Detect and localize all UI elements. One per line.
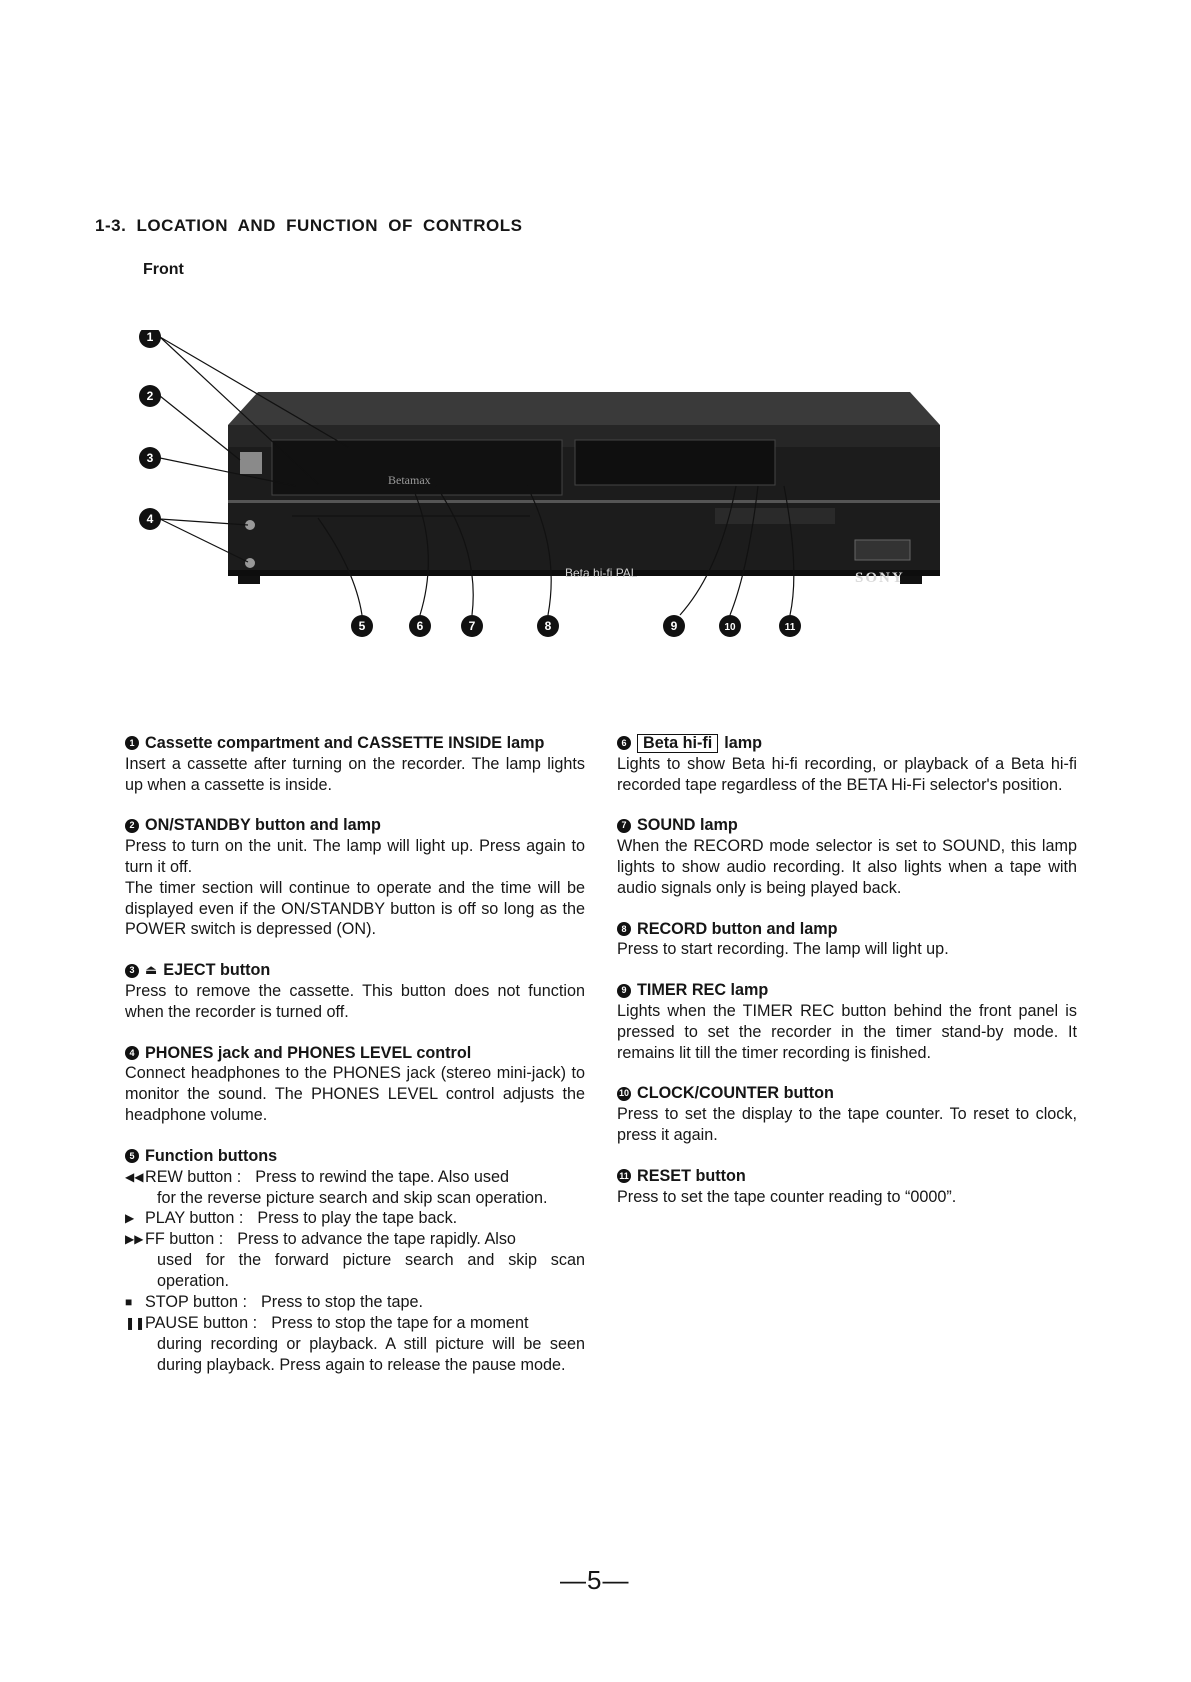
item-description: Insert a cassette after turning on the recorder. The lamp lights up when a cassette is inside. bbox=[125, 754, 585, 794]
rewind-icon: ◀◀ bbox=[125, 1169, 144, 1184]
on-standby-button bbox=[240, 452, 262, 474]
item-description: Connect headphones to the PHONES jack (stereo mini-jack) to monitor the sound. The PHONES LEVEL control adjusts the headphone volume. bbox=[125, 1064, 585, 1124]
beta-hifi-box: Beta hi-fi bbox=[637, 734, 718, 753]
svg-text:4: 4 bbox=[146, 512, 154, 526]
svg-text:9: 9 bbox=[670, 619, 678, 633]
svg-text:5: 5 bbox=[358, 619, 366, 633]
callout-9 bbox=[663, 615, 685, 637]
item-number-badge: 10 bbox=[617, 1087, 631, 1101]
item-description: Press to turn on the unit. The lamp will light up. Press again to turn it off. bbox=[125, 837, 585, 876]
left-column bbox=[125, 733, 585, 1396]
svg-text:3: 3 bbox=[146, 451, 154, 465]
callout-6 bbox=[409, 615, 431, 637]
function-button-ff bbox=[125, 1229, 585, 1292]
item-title: Function buttons bbox=[145, 1146, 278, 1165]
svg-text:10: 10 bbox=[724, 622, 736, 633]
function-label: STOP button : bbox=[145, 1292, 247, 1311]
function-button-pause bbox=[125, 1313, 585, 1376]
item-description: Lights to show Beta hi-fi recording, or playback of a Beta hi-fi recorded tape regardless of the BETA Hi-Fi selector's position. bbox=[617, 754, 1077, 794]
item-description: Press to start recording. The lamp will light up. bbox=[617, 940, 949, 959]
callout-1 bbox=[139, 330, 161, 348]
item-number-badge: 11 bbox=[617, 1169, 631, 1183]
front-subheading: Front bbox=[143, 261, 184, 278]
item-4 bbox=[125, 1043, 585, 1126]
item-number-badge: 9 bbox=[617, 984, 631, 998]
vcr-top-panel bbox=[228, 392, 940, 425]
item-11 bbox=[617, 1166, 1077, 1208]
function-label: PLAY button : bbox=[145, 1209, 244, 1228]
pause-icon: ❚❚ bbox=[125, 1315, 146, 1330]
item-3 bbox=[125, 960, 585, 1022]
item-number-badge: 5 bbox=[125, 1149, 139, 1163]
item-description: Press to set the tape counter reading to “0000”. bbox=[617, 1187, 957, 1206]
phones-level-control bbox=[245, 558, 255, 568]
function-description: Press to stop the tape for a moment bbox=[271, 1313, 529, 1332]
item-description: Press to set the display to the tape counter. To reset to clock, press it again. bbox=[617, 1105, 1077, 1144]
item-number-badge: 4 bbox=[125, 1046, 139, 1060]
callout-4 bbox=[139, 508, 161, 530]
callout-2 bbox=[139, 385, 161, 407]
function-button-play bbox=[125, 1208, 585, 1229]
item-title: SOUND lamp bbox=[637, 816, 738, 835]
item-number-badge: 2 bbox=[125, 819, 139, 833]
callout-5 bbox=[351, 615, 373, 637]
item-title: RESET button bbox=[637, 1166, 746, 1185]
function-label: REW button : bbox=[145, 1167, 242, 1186]
item-title: TIMER REC lamp bbox=[637, 981, 769, 1000]
item-5 bbox=[125, 1146, 585, 1376]
item-number-badge: 3 bbox=[125, 964, 139, 978]
svg-text:7: 7 bbox=[468, 619, 476, 633]
function-label: PAUSE button : bbox=[145, 1313, 258, 1332]
function-description-cont: during recording or playback. A still picture will be seen during playback. Press again to release the pause mode. bbox=[157, 1334, 585, 1374]
item-title: EJECT button bbox=[163, 961, 271, 980]
item-1 bbox=[125, 733, 585, 795]
vcr-front-figure bbox=[0, 330, 1191, 700]
callout-8 bbox=[537, 615, 559, 637]
callout-10 bbox=[719, 615, 741, 637]
item-description-2: The timer section will continue to operate and the time will be displayed even if the ON/STANDBY button is off so long as the POWER switch is depressed (ON). bbox=[125, 878, 585, 939]
item-9 bbox=[617, 980, 1077, 1063]
item-8 bbox=[617, 919, 1077, 961]
callout-7 bbox=[461, 615, 483, 637]
callout-11 bbox=[779, 615, 801, 637]
section-heading: 1-3. LOCATION AND FUNCTION OF CONTROLS bbox=[95, 216, 523, 235]
display-window bbox=[575, 440, 775, 485]
control-strip bbox=[715, 508, 835, 524]
item-number-badge: 8 bbox=[617, 922, 631, 936]
item-number-badge: 6 bbox=[617, 736, 631, 750]
item-title: Cassette compartment and CASSETTE INSIDE lamp bbox=[145, 734, 545, 752]
item-7 bbox=[617, 815, 1077, 898]
svg-text:1: 1 bbox=[146, 330, 154, 344]
eject-icon: ⏏ bbox=[145, 962, 158, 978]
fast-forward-icon: ▶▶ bbox=[125, 1232, 144, 1247]
item-2 bbox=[125, 815, 585, 940]
function-button-stop bbox=[125, 1292, 585, 1313]
item-title: RECORD button and lamp bbox=[637, 919, 838, 938]
item-title: ON/STANDBY button and lamp bbox=[145, 816, 381, 835]
function-description-cont: for the reverse picture search and skip scan operation. bbox=[157, 1188, 548, 1207]
item-6 bbox=[617, 733, 1077, 795]
adjust-buttons bbox=[855, 540, 910, 560]
item-title: lamp bbox=[724, 734, 763, 752]
page-number: —5— bbox=[560, 1565, 630, 1595]
item-number-badge: 7 bbox=[617, 819, 631, 833]
callout-3 bbox=[139, 447, 161, 469]
vcr-body bbox=[228, 392, 940, 586]
svg-text:8: 8 bbox=[544, 619, 552, 633]
play-icon: ▶ bbox=[125, 1211, 135, 1226]
function-description: Press to stop the tape. bbox=[261, 1292, 423, 1311]
item-10 bbox=[617, 1083, 1077, 1145]
svg-text:6: 6 bbox=[416, 619, 424, 633]
right-column bbox=[617, 733, 1077, 1227]
function-button-rew bbox=[125, 1167, 585, 1209]
item-description: Press to remove the cassette. This button does not function when the recorder is turned off. bbox=[125, 981, 585, 1021]
betamax-badge: Betamax bbox=[388, 473, 431, 487]
function-label: FF button : bbox=[145, 1230, 224, 1249]
function-description-cont: used for the forward picture search and skip scan operation. bbox=[157, 1251, 585, 1291]
function-description: Press to rewind the tape. Also used bbox=[255, 1167, 510, 1186]
item-description: Lights when the TIMER REC button behind the front panel is pressed to set the recorder in the timer stand-by mode. It remains lit till the timer recording is finished. bbox=[617, 1001, 1077, 1062]
item-title: PHONES jack and PHONES LEVEL control bbox=[145, 1043, 472, 1062]
vcr-foot-left bbox=[238, 576, 260, 584]
item-number-badge: 1 bbox=[125, 736, 139, 750]
function-description: Press to play the tape back. bbox=[257, 1209, 458, 1228]
function-description: Press to advance the tape rapidly. Also bbox=[237, 1230, 516, 1249]
sony-logo: SONY bbox=[855, 570, 905, 586]
stop-icon: ■ bbox=[125, 1294, 133, 1309]
beta-hifi-badge: Beta hi-fi PAL bbox=[565, 566, 638, 580]
item-title: CLOCK/COUNTER button bbox=[637, 1084, 834, 1103]
svg-text:2: 2 bbox=[146, 389, 154, 403]
item-description: When the RECORD mode selector is set to SOUND, this lamp lights to show audio recording. It also lights when a tape with audio signals only is being played back. bbox=[617, 837, 1077, 897]
svg-text:11: 11 bbox=[784, 622, 796, 633]
vcr-divider bbox=[228, 500, 940, 503]
